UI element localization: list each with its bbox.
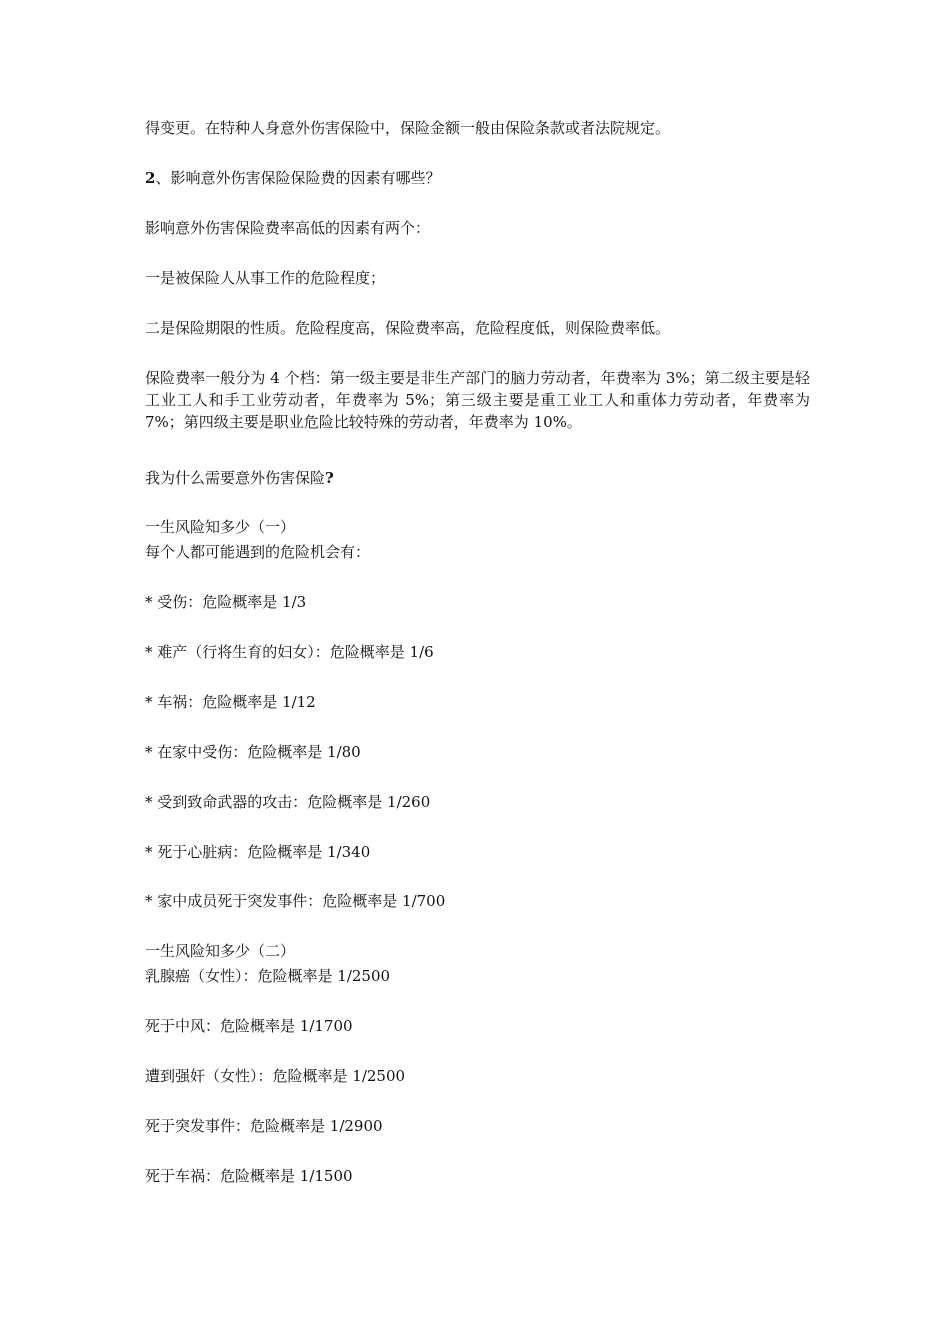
list-item: * 家中成员死于突发事件：危险概率是 1/700 — [145, 892, 446, 910]
section-one-intro: 每个人都可能遇到的危险机会有： — [145, 543, 371, 561]
question-text: 、影响意外伤害保险保险费的因素有哪些？ — [155, 169, 441, 187]
list-item: * 受到致命武器的攻击：危险概率是 1/260 — [145, 793, 431, 811]
list-item: * 在家中受伤：危险概率是 1/80 — [145, 743, 361, 761]
list-item: * 车祸：危险概率是 1/12 — [145, 693, 316, 711]
why-heading — [145, 467, 815, 489]
list-item: 死于车祸：危险概率是 1/1500 — [145, 1167, 353, 1185]
section-one-title: 一生风险知多少（一） — [145, 518, 296, 536]
paragraph-factor-one: 一是被保险人从事工作的危险程度； — [145, 269, 386, 287]
paragraph-rate-levels: 保险费率一般分为 4 个档：第一级主要是非生产部门的脑力劳动者，年费率为 3%；第二级主要是轻工业工人和手工业劳动者，年费率为 5%；第三级主要是重工业工人和重体力劳动者，年费率为 7%；第四级主要是职业危险比较特殊的劳动者，年费率为 10%。 — [145, 369, 810, 431]
list-item: * 难产（行将生育的妇女）：危险概率是 1/6 — [145, 643, 434, 661]
paragraph-factor-two: 二是保险期限的性质。危险程度高，保险费率高，危险程度低，则保险费率低。 — [145, 319, 671, 337]
paragraph-continuation: 得变更。在特种人身意外伤害保险中，保险金额一般由保险条款或者法院规定。 — [145, 119, 671, 137]
question-number: 2 — [145, 169, 156, 187]
list-item: * 受伤：危险概率是 1/3 — [145, 593, 307, 611]
list-item: 乳腺癌（女性）：危险概率是 1/2500 — [145, 967, 391, 985]
list-item: 死于突发事件：危险概率是 1/2900 — [145, 1117, 383, 1135]
list-item: 遭到强奸（女性）：危险概率是 1/2500 — [145, 1067, 406, 1085]
question-heading — [145, 167, 815, 189]
why-text: 我为什么需要意外伤害保险 — [145, 469, 326, 487]
list-item: 死于中风：危险概率是 1/1700 — [145, 1017, 353, 1035]
paragraph-factors-intro: 影响意外伤害保险费率高低的因素有两个： — [145, 219, 431, 237]
list-item: * 死于心脏病：危险概率是 1/340 — [145, 843, 371, 861]
section-two-title: 一生风险知多少（二） — [145, 942, 296, 960]
why-mark: ? — [325, 469, 334, 487]
